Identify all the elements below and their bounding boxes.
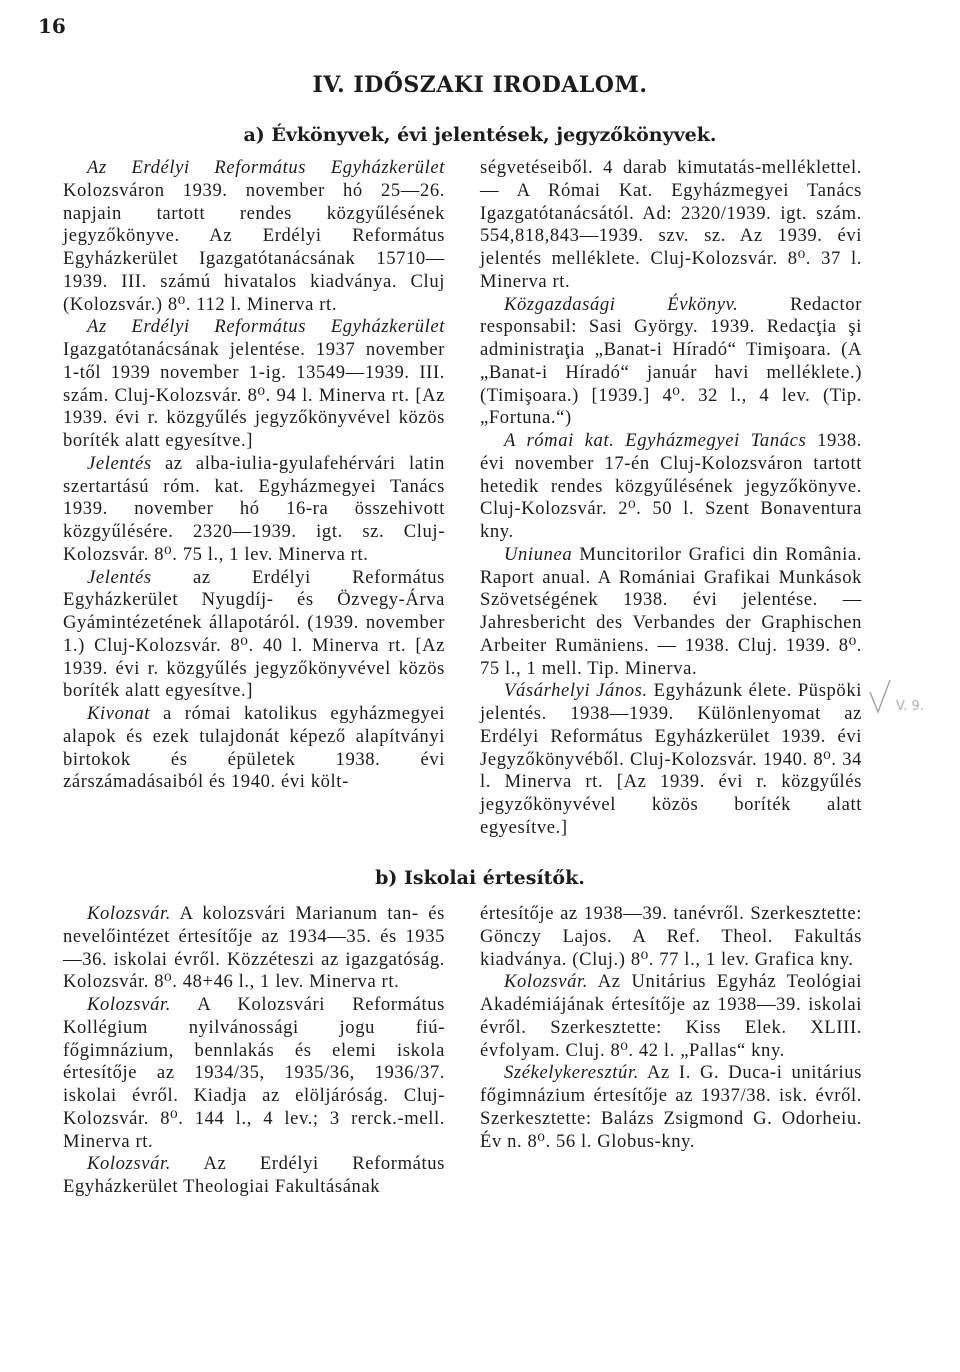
entry-title: Kolozsvár. [504,971,589,993]
chapter-title: IV. IDŐSZAKI IRODALOM. [312,72,648,98]
bibliography-entry [480,680,862,839]
bibliography-entry [63,567,445,704]
svg-text:V. 9.: V. 9. [896,699,924,714]
entry-title: Kolozsvár. [87,1153,172,1175]
entry-title: Közgazdasági Évkönyv. [504,293,739,315]
entry-title: Kolozsvár. [87,994,172,1015]
bibliography-entry [480,544,862,681]
bibliography-entry [480,903,862,971]
entry-body: Muncitorilor Grafici din România. Raport anual. A Romániai Grafikai Munkások Szövetségének 1938. évi jelentése. — Jahresbericht des Verbandes der Graphischen Arbeiter Rumäniens. — 1938. Cluj. 1939. 8⁰. 75 l., 1 mell. Tip. Minerva. [480,543,862,679]
bibliography-entry [480,294,862,431]
section-a-left-column [63,157,445,794]
pencil-check-mark-icon [866,676,946,724]
entry-body: 1938. évi november 17-én Cluj-Kolozsváron tartott hetedik rendes közgyűlésének jegyzőkönyve. Cluj-Kolozsvár. 2⁰. 50 l. Szent Bonaventura kny. [480,430,862,542]
entry-body: Az Unitárius Egyház Teológiai Akadémiájának értesítője az 1938—39. iskolai évről. Szerkesztette: Kiss Elek. XLIII. évfolyam. Cluj. 8⁰. 42 l. „Pallas“ kny. [480,971,862,1061]
entry-body: Az I. G. Duca-i unitárius főgimnázium értesítője az 1937/38. isk. évről. Szerkesztette: Balázs Zsigmond G. Odorheiu. Év n. 8⁰. 56 l. Globus-kny. [480,1062,862,1152]
entry-body: Az Erdélyi Református Egyházkerület Theologiai Fakultásának [63,1153,445,1197]
bibliography-entry [63,157,445,316]
section-b-heading: b) Iskolai értesítők. [375,867,585,889]
entry-title: Az Erdélyi Református Egyházkerület [87,316,445,338]
entry-body: az Erdélyi Református Egyházkerület Nyugdíj- és Özvegy-Árva Gyámintézetének állapotáról. (1939. november 1.) Cluj-Kolozsvár. 8⁰. 40 l. Minerva rt. [Az 1939. évi r. közgyűlés jegyzőkönyvével közös boríték alatt egyesítve.] [63,566,445,702]
entry-title: Az Erdélyi Református Egyházkerület [87,157,445,178]
entry-body: A kolozsvári Marianum tan- és nevelőintézet értesítője az 1934—35. és 1935—36. iskolai évről. Közzéteszi az igazgatóság. Kolozsvár. 8⁰. 48+46 l., 1 lev. Minerva rt. [63,903,445,993]
entry-title: Székelykeresztúr. [504,1062,639,1084]
bibliography-entry [63,703,445,794]
page-number: 16 [38,14,66,38]
entry-title: Jelentés [87,566,152,588]
bibliography-entry [63,316,445,453]
entry-title: Uniunea [504,543,573,565]
section-a-heading: a) Évkönyvek, évi jelentések, jegyzőkönyvek. [243,124,717,146]
entry-body: az alba-iulia-gyulafehérvári latin szertartású róm. kat. Egyházmegyei Tanács 1939. november hó 16-ra összehivott közgyűlésére. 2320—1939. igt. sz. Cluj-Kolozsvár. 8⁰. 75 l., 1 lev. Minerva rt. [63,452,445,565]
section-b-left-column [63,903,445,1199]
entry-title: Kolozsvár. [87,903,172,924]
entry-body: Egyházunk élete. Püspöki jelentés. 1938—1939. Különlenyomat az Erdélyi Református Egyházkerület 1939. évi Jegyzőkönyvéből. Cluj-Kolozsvár. 1940. 8⁰. 34 l. Minerva rt. [Az 1939. évi r. közgyűlés jegyzőkönyvével közös boríték alatt egyesítve.] [480,680,862,838]
entry-title: Jelentés [87,452,152,474]
section-a-right-column [480,157,862,840]
bibliography-entry [480,971,862,1062]
section-b-right-column [480,903,862,1153]
entry-body: a római katolikus egyházmegyei alapok és ezek tulajdonát képező alapítványi birtokok és épületek 1938. évi zárszámadásaiból és 1940. évi költ- [63,703,445,793]
entry-body: A Kolozsvári Református Kollégium nyilvánossági jogu fiú-főgimnázium, bennlakás és elemi iskola értesítője az 1934/35, 1935/36, 1936/37. iskolai évről. Kiadja az elöljáróság. Cluj-Kolozsvár. 8⁰. 144 l., 4 lev.; 3 rerck.-mell. Minerva rt. [63,994,445,1152]
bibliography-entry [63,1153,445,1199]
entry-title: Kivonat [87,703,151,724]
entry-title: Vásárhelyi János. [504,680,648,702]
bibliography-entry [63,903,445,994]
entry-body: Igazgatótanácsának jelentése. 1937 november 1-től 1939 november 1-ig. 13549—1939. III. szám. Cluj-Kolozsvár. 8⁰. 94 l. Minerva rt. [Az 1939. évi r. közgyűlés jegyzőkönyvével közös boríték alatt egyesítve.] [63,339,445,451]
bibliography-entry [63,994,445,1153]
bibliography-entry [480,1062,862,1153]
handwritten-margin-mark [866,676,946,729]
entry-title: A római kat. Egyházmegyei Tanács [504,430,807,451]
bibliography-entry [480,430,862,544]
entry-body: Kolozsváron 1939. november hó 25—26. napjain tartott rendes közgyűlésének jegyzőkönyve. Az Erdélyi Református Egyházkerület Igazgatótanácsának 15710—1939. III. számú hivatalos kiadványa. Cluj (Kolozsvár.) 8⁰. 112 l. Minerva rt. [63,179,445,315]
entry-body: ségvetéseiből. 4 darab kimutatás-melléklettel. — A Római Kat. Egyházmegyei Tanács Igazgatótanácsától. Ad: 2320/1939. igt. szám. 554,818,843—1939. szv. sz. Az 1939. évi jelentés melléklete. Cluj-Kolozsvár. 8⁰. 37 l. Minerva rt. [480,157,862,292]
bibliography-entry [63,453,445,567]
entry-body: értesítője az 1938—39. tanévről. Szerkesztette: Gönczy Lajos. A Ref. Theol. Fakultás kiadványa. (Cluj.) 8⁰. 77 l., 1 lev. Grafica kny. [480,903,862,970]
entry-body: Redactor responsabil: Sasi György. 1939. Redacţia şi administraţia „Banat-i Híradó“ Timişoara. (A „Banat-i Híradó“ január havi melléklete.) (Timişoara.) [1939.] 4⁰. 32 l., 4 lev. (Tip. „Fortuna.“) [480,293,862,429]
bibliography-entry [480,157,862,294]
